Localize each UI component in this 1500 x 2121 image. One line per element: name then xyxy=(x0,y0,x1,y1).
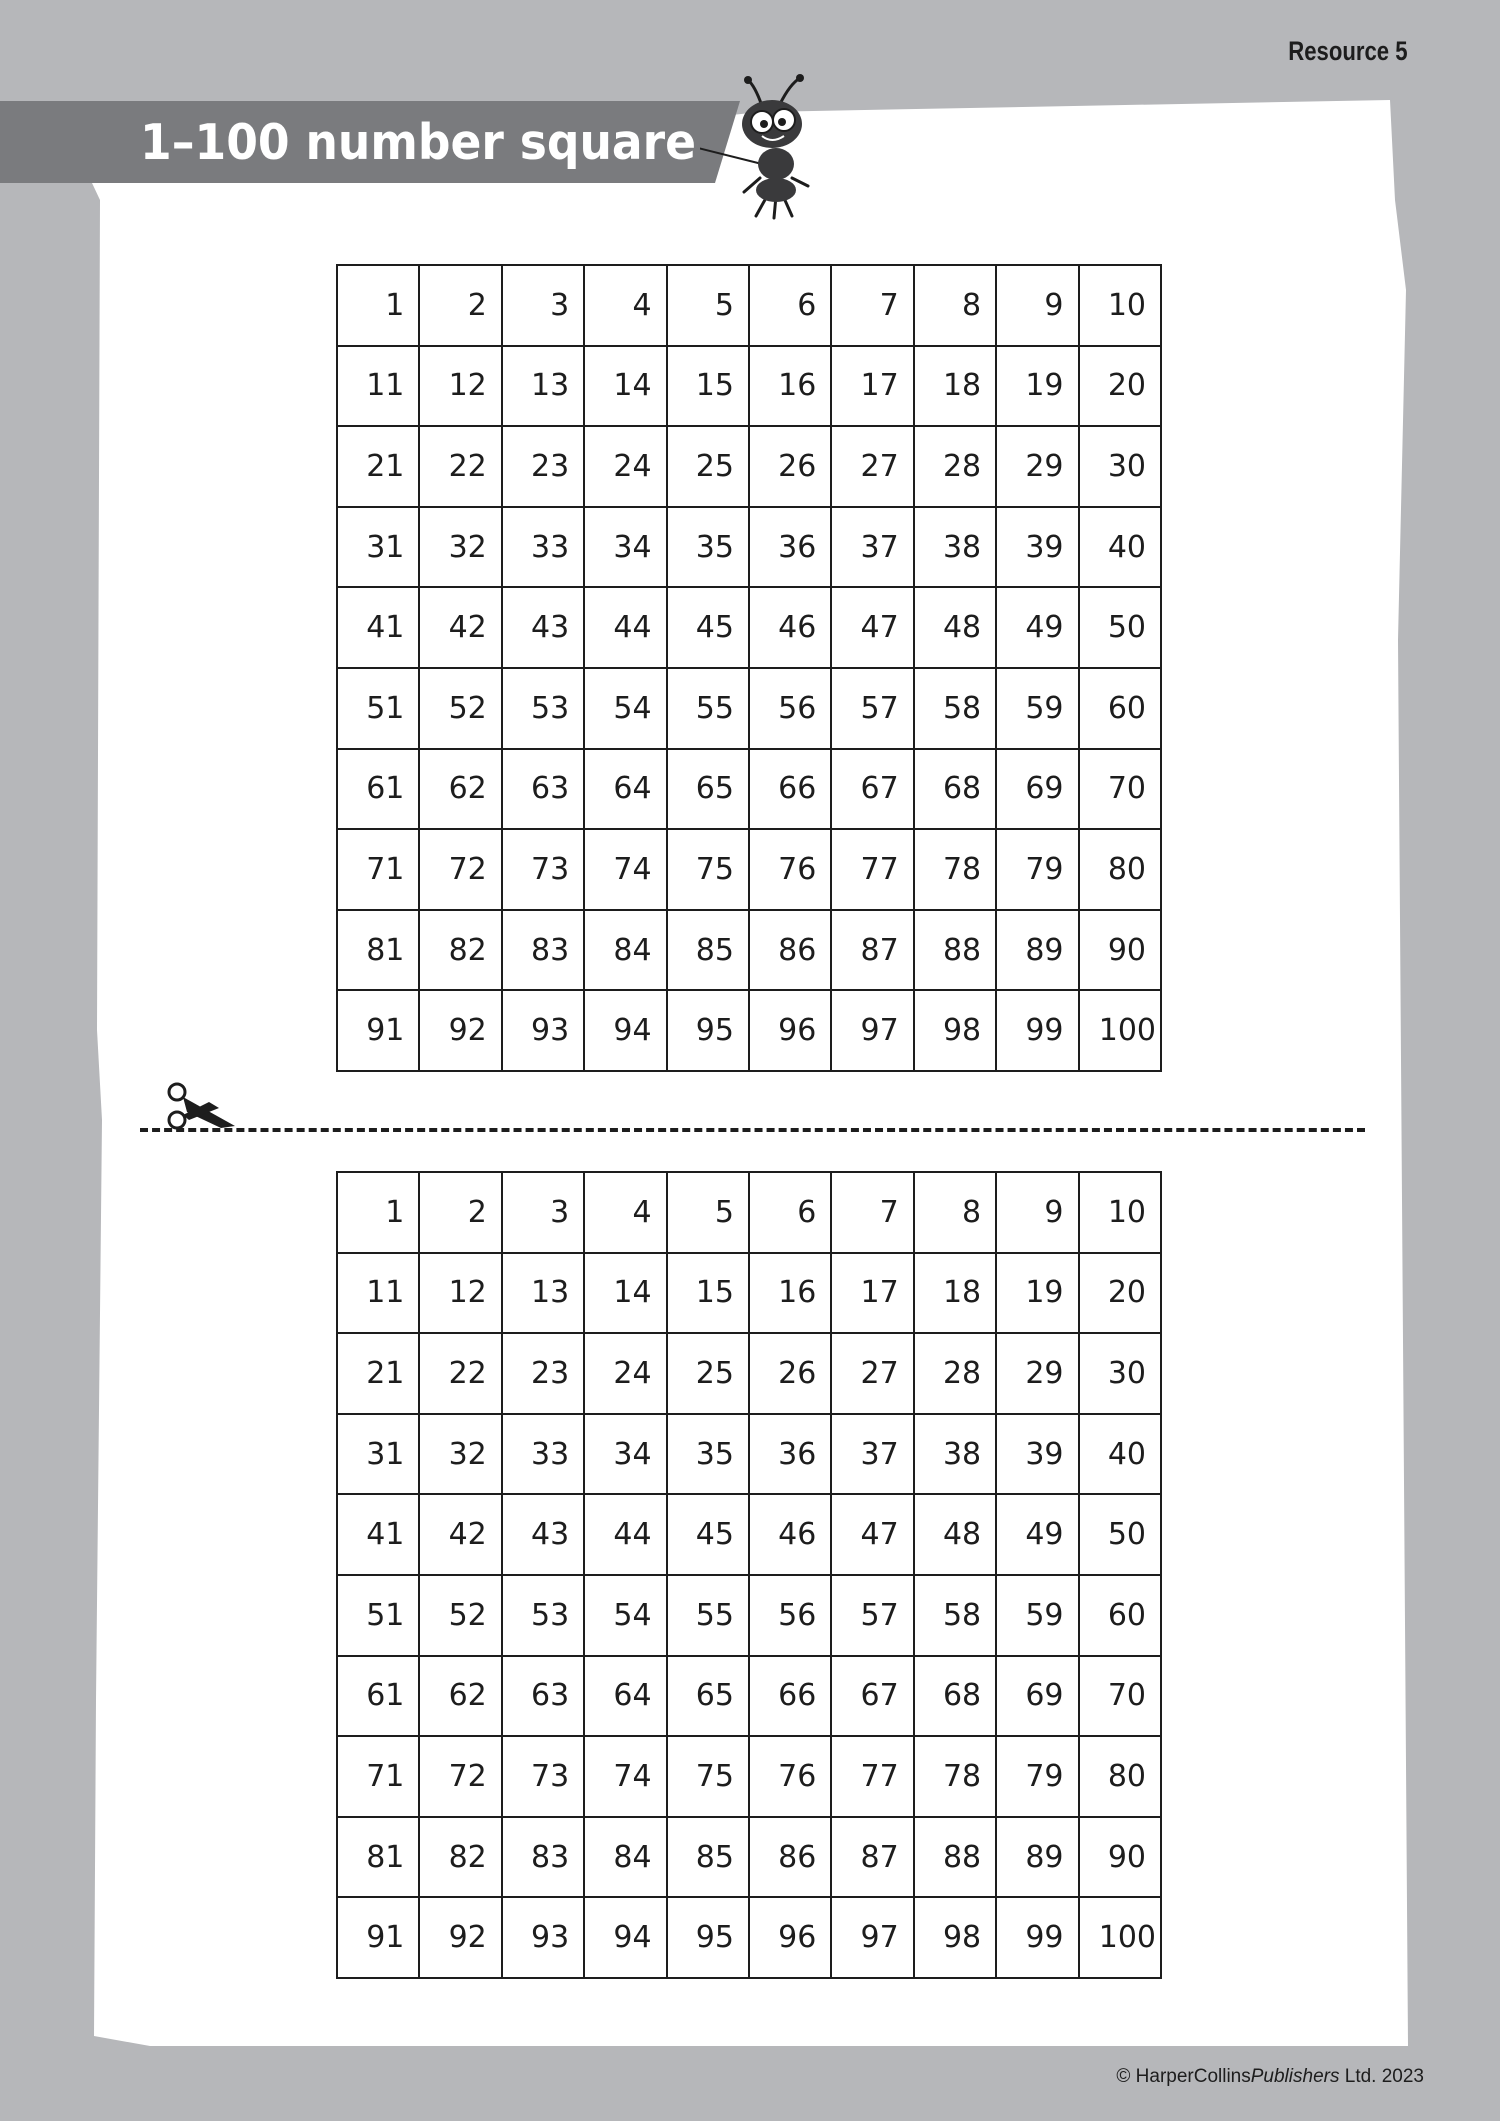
number-cell: 69 xyxy=(996,749,1078,830)
ant-mascot-icon xyxy=(700,68,850,220)
number-cell: 34 xyxy=(584,1414,666,1495)
grid-row xyxy=(337,1333,1161,1414)
number-cell: 3 xyxy=(502,1172,584,1253)
number-cell: 99 xyxy=(996,990,1078,1071)
number-cell: 100 xyxy=(1079,990,1161,1071)
number-cell: 45 xyxy=(667,1494,749,1575)
number-cell: 39 xyxy=(996,1414,1078,1495)
number-cell: 58 xyxy=(914,668,996,749)
number-cell: 62 xyxy=(419,749,501,830)
number-cell: 95 xyxy=(667,990,749,1071)
number-cell: 82 xyxy=(419,1817,501,1898)
number-cell: 97 xyxy=(831,1897,913,1978)
number-cell: 25 xyxy=(667,426,749,507)
grid-row xyxy=(337,1575,1161,1656)
number-cell: 70 xyxy=(1079,749,1161,830)
number-cell: 46 xyxy=(749,1494,831,1575)
copyright-suffix: Ltd. 2023 xyxy=(1339,2066,1424,2087)
number-cell: 77 xyxy=(831,829,913,910)
number-cell: 6 xyxy=(749,1172,831,1253)
number-cell: 82 xyxy=(419,910,501,991)
number-cell: 33 xyxy=(502,1414,584,1495)
number-cell: 23 xyxy=(502,1333,584,1414)
number-cell: 80 xyxy=(1079,1736,1161,1817)
number-cell: 60 xyxy=(1079,1575,1161,1656)
number-cell: 75 xyxy=(667,1736,749,1817)
grid-row xyxy=(337,668,1161,749)
grid-row xyxy=(337,1817,1161,1898)
number-cell: 69 xyxy=(996,1656,1078,1737)
number-cell: 96 xyxy=(749,990,831,1071)
number-cell: 48 xyxy=(914,1494,996,1575)
number-cell: 87 xyxy=(831,910,913,991)
grid-row xyxy=(337,1494,1161,1575)
grid-row xyxy=(337,1172,1161,1253)
number-cell: 13 xyxy=(502,346,584,427)
number-cell: 55 xyxy=(667,1575,749,1656)
number-cell: 50 xyxy=(1079,587,1161,668)
number-cell: 11 xyxy=(337,346,419,427)
number-cell: 65 xyxy=(667,1656,749,1737)
number-cell: 78 xyxy=(914,1736,996,1817)
number-cell: 45 xyxy=(667,587,749,668)
number-cell: 1 xyxy=(337,1172,419,1253)
number-cell: 98 xyxy=(914,1897,996,1978)
number-cell: 31 xyxy=(337,507,419,588)
number-cell: 17 xyxy=(831,1253,913,1334)
page-title: 1–100 number square xyxy=(140,114,697,171)
grid-row xyxy=(337,1897,1161,1978)
number-square-top xyxy=(336,264,1162,1072)
number-cell: 26 xyxy=(749,426,831,507)
number-cell: 79 xyxy=(996,829,1078,910)
number-cell: 64 xyxy=(584,1656,666,1737)
number-cell: 98 xyxy=(914,990,996,1071)
number-cell: 80 xyxy=(1079,829,1161,910)
number-cell: 92 xyxy=(419,990,501,1071)
number-cell: 66 xyxy=(749,1656,831,1737)
grid-row xyxy=(337,910,1161,991)
number-cell: 59 xyxy=(996,668,1078,749)
number-cell: 6 xyxy=(749,265,831,346)
number-cell: 7 xyxy=(831,265,913,346)
number-cell: 44 xyxy=(584,1494,666,1575)
number-cell: 16 xyxy=(749,1253,831,1334)
number-cell: 32 xyxy=(419,507,501,588)
number-cell: 54 xyxy=(584,1575,666,1656)
number-cell: 20 xyxy=(1079,1253,1161,1334)
number-cell: 91 xyxy=(337,990,419,1071)
number-cell: 11 xyxy=(337,1253,419,1334)
number-cell: 15 xyxy=(667,346,749,427)
number-cell: 74 xyxy=(584,829,666,910)
number-cell: 92 xyxy=(419,1897,501,1978)
number-cell: 4 xyxy=(584,265,666,346)
number-cell: 28 xyxy=(914,1333,996,1414)
number-cell: 73 xyxy=(502,829,584,910)
number-cell: 24 xyxy=(584,426,666,507)
number-cell: 96 xyxy=(749,1897,831,1978)
number-cell: 86 xyxy=(749,1817,831,1898)
grid-row xyxy=(337,990,1161,1071)
number-cell: 71 xyxy=(337,829,419,910)
number-cell: 59 xyxy=(996,1575,1078,1656)
number-cell: 58 xyxy=(914,1575,996,1656)
number-cell: 74 xyxy=(584,1736,666,1817)
number-cell: 19 xyxy=(996,1253,1078,1334)
number-cell: 44 xyxy=(584,587,666,668)
number-cell: 77 xyxy=(831,1736,913,1817)
copyright-notice xyxy=(1116,2066,1424,2088)
number-cell: 51 xyxy=(337,1575,419,1656)
number-cell: 55 xyxy=(667,668,749,749)
number-cell: 95 xyxy=(667,1897,749,1978)
number-cell: 67 xyxy=(831,1656,913,1737)
number-cell: 52 xyxy=(419,668,501,749)
cut-line xyxy=(140,1128,1365,1132)
number-cell: 20 xyxy=(1079,346,1161,427)
number-cell: 21 xyxy=(337,1333,419,1414)
number-cell: 61 xyxy=(337,749,419,830)
grid-row xyxy=(337,587,1161,668)
number-cell: 7 xyxy=(831,1172,913,1253)
number-cell: 27 xyxy=(831,1333,913,1414)
number-cell: 32 xyxy=(419,1414,501,1495)
number-cell: 35 xyxy=(667,1414,749,1495)
number-cell: 25 xyxy=(667,1333,749,1414)
copyright-publisher: Publishers xyxy=(1250,2066,1340,2087)
number-cell: 17 xyxy=(831,346,913,427)
number-cell: 29 xyxy=(996,426,1078,507)
grid-row xyxy=(337,346,1161,427)
number-cell: 19 xyxy=(996,346,1078,427)
number-cell: 66 xyxy=(749,749,831,830)
number-cell: 36 xyxy=(749,1414,831,1495)
number-cell: 16 xyxy=(749,346,831,427)
number-cell: 8 xyxy=(914,1172,996,1253)
number-cell: 39 xyxy=(996,507,1078,588)
number-cell: 52 xyxy=(419,1575,501,1656)
number-cell: 76 xyxy=(749,1736,831,1817)
number-cell: 47 xyxy=(831,587,913,668)
number-cell: 53 xyxy=(502,1575,584,1656)
number-cell: 72 xyxy=(419,829,501,910)
grid-row xyxy=(337,1656,1161,1737)
number-cell: 14 xyxy=(584,346,666,427)
number-cell: 24 xyxy=(584,1333,666,1414)
number-cell: 67 xyxy=(831,749,913,830)
number-cell: 76 xyxy=(749,829,831,910)
number-cell: 14 xyxy=(584,1253,666,1334)
number-cell: 63 xyxy=(502,749,584,830)
number-cell: 18 xyxy=(914,346,996,427)
copyright-prefix: © HarperCollins xyxy=(1116,2066,1251,2087)
number-cell: 47 xyxy=(831,1494,913,1575)
number-cell: 40 xyxy=(1079,1414,1161,1495)
number-cell: 28 xyxy=(914,426,996,507)
number-cell: 5 xyxy=(667,1172,749,1253)
number-cell: 81 xyxy=(337,910,419,991)
number-cell: 43 xyxy=(502,587,584,668)
number-cell: 38 xyxy=(914,1414,996,1495)
number-cell: 86 xyxy=(749,910,831,991)
number-cell: 61 xyxy=(337,1656,419,1737)
number-cell: 54 xyxy=(584,668,666,749)
number-cell: 78 xyxy=(914,829,996,910)
number-cell: 57 xyxy=(831,1575,913,1656)
number-cell: 2 xyxy=(419,265,501,346)
number-cell: 64 xyxy=(584,749,666,830)
number-cell: 43 xyxy=(502,1494,584,1575)
number-cell: 57 xyxy=(831,668,913,749)
number-cell: 94 xyxy=(584,990,666,1071)
number-cell: 48 xyxy=(914,587,996,668)
number-cell: 35 xyxy=(667,507,749,588)
number-cell: 31 xyxy=(337,1414,419,1495)
number-cell: 50 xyxy=(1079,1494,1161,1575)
number-cell: 83 xyxy=(502,910,584,991)
resource-label: Resource 5 xyxy=(1288,36,1408,66)
number-cell: 87 xyxy=(831,1817,913,1898)
number-cell: 26 xyxy=(749,1333,831,1414)
number-cell: 41 xyxy=(337,587,419,668)
number-cell: 22 xyxy=(419,1333,501,1414)
number-cell: 13 xyxy=(502,1253,584,1334)
number-cell: 60 xyxy=(1079,668,1161,749)
number-cell: 42 xyxy=(419,587,501,668)
number-cell: 4 xyxy=(584,1172,666,1253)
number-cell: 83 xyxy=(502,1817,584,1898)
number-cell: 63 xyxy=(502,1656,584,1737)
number-cell: 81 xyxy=(337,1817,419,1898)
number-cell: 9 xyxy=(996,265,1078,346)
number-cell: 8 xyxy=(914,265,996,346)
number-cell: 100 xyxy=(1079,1897,1161,1978)
number-cell: 38 xyxy=(914,507,996,588)
number-cell: 72 xyxy=(419,1736,501,1817)
number-cell: 56 xyxy=(749,1575,831,1656)
number-cell: 42 xyxy=(419,1494,501,1575)
number-cell: 33 xyxy=(502,507,584,588)
number-cell: 36 xyxy=(749,507,831,588)
grid-row xyxy=(337,507,1161,588)
number-cell: 12 xyxy=(419,346,501,427)
number-cell: 49 xyxy=(996,587,1078,668)
number-cell: 90 xyxy=(1079,1817,1161,1898)
number-cell: 12 xyxy=(419,1253,501,1334)
number-cell: 30 xyxy=(1079,426,1161,507)
number-cell: 21 xyxy=(337,426,419,507)
number-cell: 85 xyxy=(667,1817,749,1898)
grid-row xyxy=(337,426,1161,507)
grid-row xyxy=(337,749,1161,830)
number-cell: 9 xyxy=(996,1172,1078,1253)
number-cell: 23 xyxy=(502,426,584,507)
number-cell: 93 xyxy=(502,1897,584,1978)
number-cell: 62 xyxy=(419,1656,501,1737)
grid-row xyxy=(337,265,1161,346)
number-cell: 10 xyxy=(1079,265,1161,346)
number-cell: 85 xyxy=(667,910,749,991)
number-cell: 37 xyxy=(831,507,913,588)
number-cell: 46 xyxy=(749,587,831,668)
grid-row xyxy=(337,1414,1161,1495)
number-cell: 97 xyxy=(831,990,913,1071)
number-cell: 84 xyxy=(584,910,666,991)
number-cell: 79 xyxy=(996,1736,1078,1817)
number-cell: 10 xyxy=(1079,1172,1161,1253)
number-cell: 18 xyxy=(914,1253,996,1334)
number-cell: 93 xyxy=(502,990,584,1071)
number-cell: 88 xyxy=(914,1817,996,1898)
number-cell: 22 xyxy=(419,426,501,507)
number-cell: 5 xyxy=(667,265,749,346)
number-cell: 56 xyxy=(749,668,831,749)
number-cell: 90 xyxy=(1079,910,1161,991)
number-cell: 29 xyxy=(996,1333,1078,1414)
number-cell: 65 xyxy=(667,749,749,830)
number-cell: 88 xyxy=(914,910,996,991)
number-cell: 40 xyxy=(1079,507,1161,588)
number-cell: 2 xyxy=(419,1172,501,1253)
number-cell: 70 xyxy=(1079,1656,1161,1737)
number-cell: 15 xyxy=(667,1253,749,1334)
number-cell: 84 xyxy=(584,1817,666,1898)
number-cell: 73 xyxy=(502,1736,584,1817)
number-cell: 89 xyxy=(996,1817,1078,1898)
number-square-bottom xyxy=(336,1171,1162,1979)
number-cell: 68 xyxy=(914,749,996,830)
number-cell: 91 xyxy=(337,1897,419,1978)
number-cell: 34 xyxy=(584,507,666,588)
scissors-icon xyxy=(163,1082,239,1134)
number-cell: 37 xyxy=(831,1414,913,1495)
number-cell: 27 xyxy=(831,426,913,507)
number-cell: 49 xyxy=(996,1494,1078,1575)
grid-row xyxy=(337,1736,1161,1817)
number-cell: 89 xyxy=(996,910,1078,991)
number-cell: 53 xyxy=(502,668,584,749)
number-cell: 68 xyxy=(914,1656,996,1737)
number-cell: 30 xyxy=(1079,1333,1161,1414)
number-cell: 51 xyxy=(337,668,419,749)
number-cell: 1 xyxy=(337,265,419,346)
grid-row xyxy=(337,829,1161,910)
number-cell: 3 xyxy=(502,265,584,346)
number-cell: 71 xyxy=(337,1736,419,1817)
grid-row xyxy=(337,1253,1161,1334)
number-cell: 75 xyxy=(667,829,749,910)
number-cell: 41 xyxy=(337,1494,419,1575)
number-cell: 94 xyxy=(584,1897,666,1978)
number-cell: 99 xyxy=(996,1897,1078,1978)
